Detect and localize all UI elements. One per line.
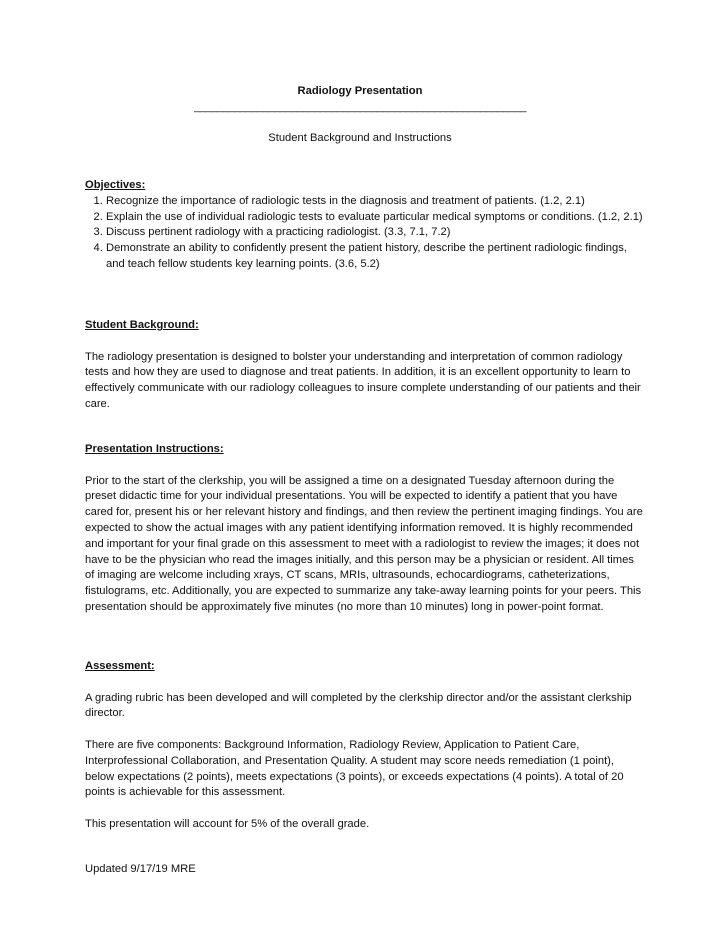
assessment-paragraph: This presentation will account for 5% of the overall grade. [85,817,370,830]
objectives-section [85,178,645,273]
instructions-text: Prior to the start of the clerkship, you will be assigned a time on a designated Tuesday afternoon during the preset didactic time for your individual presentations. You will be expected to identify a patient that you have cared for, present his or her relevant history and findings, and then review the pertinent imaging findings. You are expected to show the actual images with any patient identifying information removed. It is highly recommended and important for your final grade on this assessment to meet with a radiologist to review the images; it does not have to be the physician who read the images initially, and this person may be a physician or resident. All times of imaging are welcome including xrays, CT scans, MRIs, ultrasounds, echocardiograms, catheterizations, fistulograms, etc. Additionally, you are expected to summarize any take-away learning points for your peers. This presentation should be approximately five minutes (no more than 10 minutes) long in power-point format. [85,474,643,613]
assessment-heading: Assessment: [85,660,155,672]
title-rule: __________________________________________________________ [194,101,526,113]
instructions-heading: Presentation Instructions: [85,443,224,455]
document-title: Radiology Presentation [297,85,423,97]
objective-item: 4. Demonstrate an ability to confidently present the patient history, describe the pertinent radiologic findings, and teach fellow students key learning points. (3.6, 5.2) [106,241,645,273]
objectives-heading: Objectives: [85,179,146,191]
background-text: The radiology presentation is designed to bolster your understanding and interpretation of common radiology tests and how they are used to diagnose and treat patients. In addition, it is an excellent opportunity to learn to effectively communicate with our radiology colleagues to insure complete understanding of our patients and their care. [85,350,641,410]
instructions-section [85,442,645,616]
updated-note: Updated 9/17/19 MRE [85,863,196,875]
objective-item: 3. Discuss pertinent radiology with a practicing radiologist. (3.3, 7.1, 7.2) [106,225,645,241]
footer [85,862,645,878]
document-subtitle: Student Background and Instructions [268,132,452,144]
assessment-paragraph: A grading rubric has been developed and will completed by the clerkship director and/or the assistant clerkship director. [85,691,632,720]
background-section [85,318,645,413]
objectives-list [85,194,645,273]
background-heading: Student Background: [85,319,199,331]
assessment-section [85,659,645,833]
objective-item: 2. Explain the use of individual radiologic tests to evaluate particular medical symptoms or conditions. (1.2, 2.1) [106,210,645,226]
assessment-paragraph: There are five components: Background Information, Radiology Review, Application to Patient Care, Interprofessional Collaboration, and Presentation Quality. A student may score needs remediation (1 point), below expectations (2 points), meets expectations (3 points), or exceeds expectations (4 points). A total of 20 points is achievable for this assessment. [85,738,624,799]
objective-item: 1. Recognize the importance of radiologic tests in the diagnosis and treatment of patients. (1.2, 2.1) [106,194,645,210]
